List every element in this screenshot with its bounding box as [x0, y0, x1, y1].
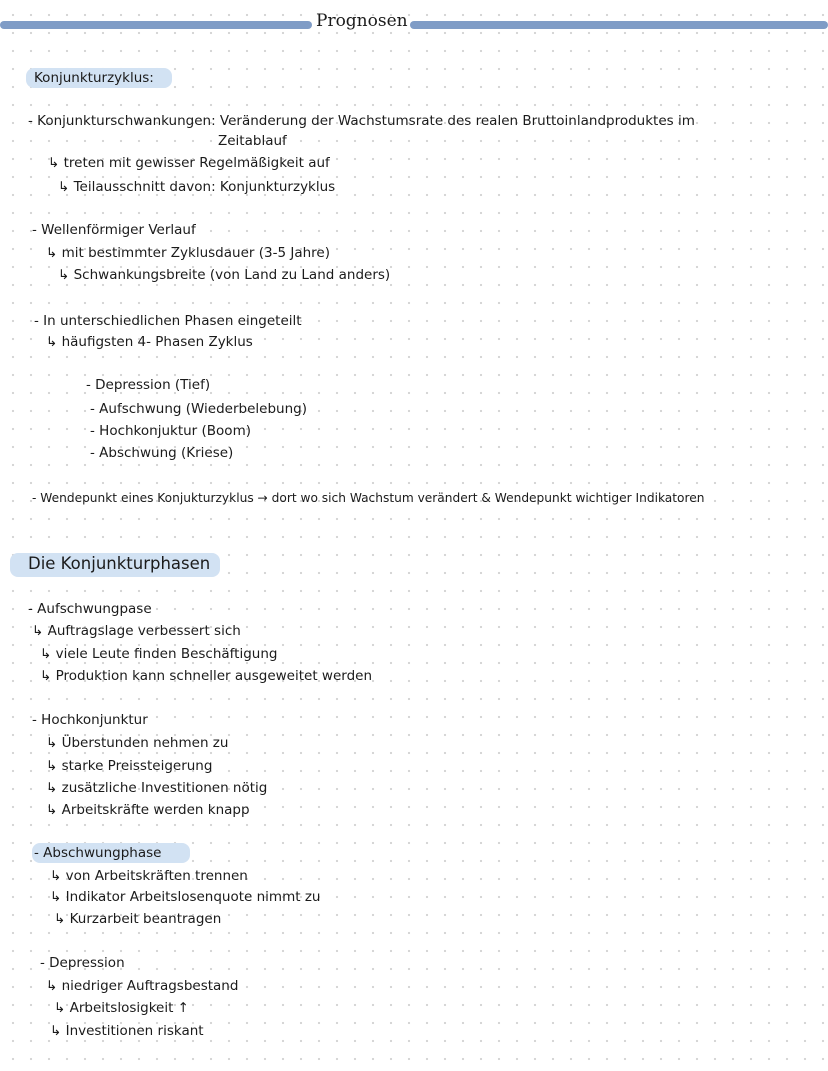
text-line: - Wendepunkt eines Konjukturzyklus → dort wo sich Wachstum verändert & Wendepunkt wichtiger Indikatoren [32, 491, 705, 505]
text-line: ↳ häufigsten 4- Phasen Zyklus [46, 334, 253, 350]
section-heading-konjunkturphasen: Die Konjunkturphasen [28, 554, 211, 573]
text-line: ↳ Produktion kann schneller ausgeweitet werden [40, 668, 373, 684]
text-line: ↳ Investitionen riskant [50, 1023, 204, 1039]
text-line: - Depression [40, 955, 125, 971]
text-line: - Depression (Tief) [86, 377, 211, 393]
text-line: - Hochkonjunktur [32, 712, 148, 728]
text-line: - Hochkonjuktur (Boom) [90, 423, 251, 439]
text-line: ↳ starke Preissteigerung [46, 758, 213, 774]
text-line: ↳ Teilausschnitt davon: Konjunkturzyklus [58, 179, 336, 195]
text-line: - Abschwungphase [34, 845, 162, 861]
text-line: ↳ von Arbeitskräften trennen [50, 868, 248, 884]
text-line: - Wellenförmiger Verlauf [32, 222, 196, 238]
text-line: Zeitablauf [218, 133, 287, 149]
text-line: ↳ treten mit gewisser Regelmäßigkeit auf [48, 155, 330, 171]
title-rule-right [410, 21, 828, 29]
text-line: - Abschwung (Kriese) [90, 445, 234, 461]
text-line: ↳ Arbeitslosigkeit ↑ [54, 1000, 189, 1016]
text-line: ↳ viele Leute finden Beschäftigung [40, 646, 278, 662]
text-line: ↳ Überstunden nehmen zu [46, 735, 229, 751]
text-line: - Konjunkturschwankungen: Veränderung der Wachstumsrate des realen Bruttoinlandproduktes im [28, 113, 695, 129]
text-line: ↳ Schwankungsbreite (von Land zu Land anders) [58, 267, 391, 283]
text-line: ↳ Kurzarbeit beantragen [54, 911, 222, 927]
section-heading-konjunkturzyklus: Konjunkturzyklus: [34, 70, 154, 86]
text-line: - In unterschiedlichen Phasen eingeteilt [34, 313, 302, 329]
text-line: - Aufschwung (Wiederbelebung) [90, 401, 307, 417]
text-line: ↳ mit bestimmter Zyklusdauer (3-5 Jahre) [46, 245, 330, 261]
text-line: ↳ Auftragslage verbessert sich [32, 623, 241, 639]
text-line: ↳ Arbeitskräfte werden knapp [46, 802, 250, 818]
text-line: - Aufschwungpase [28, 601, 152, 617]
text-line: ↳ Indikator Arbeitslosenquote nimmt zu [50, 889, 321, 905]
text-line: ↳ zusätzliche Investitionen nötig [46, 780, 268, 796]
title-bar [0, 11, 828, 36]
page-title: Prognosen [316, 11, 408, 31]
text-line: ↳ niedriger Auftragsbestand [46, 978, 239, 994]
title-rule-left [0, 21, 312, 29]
